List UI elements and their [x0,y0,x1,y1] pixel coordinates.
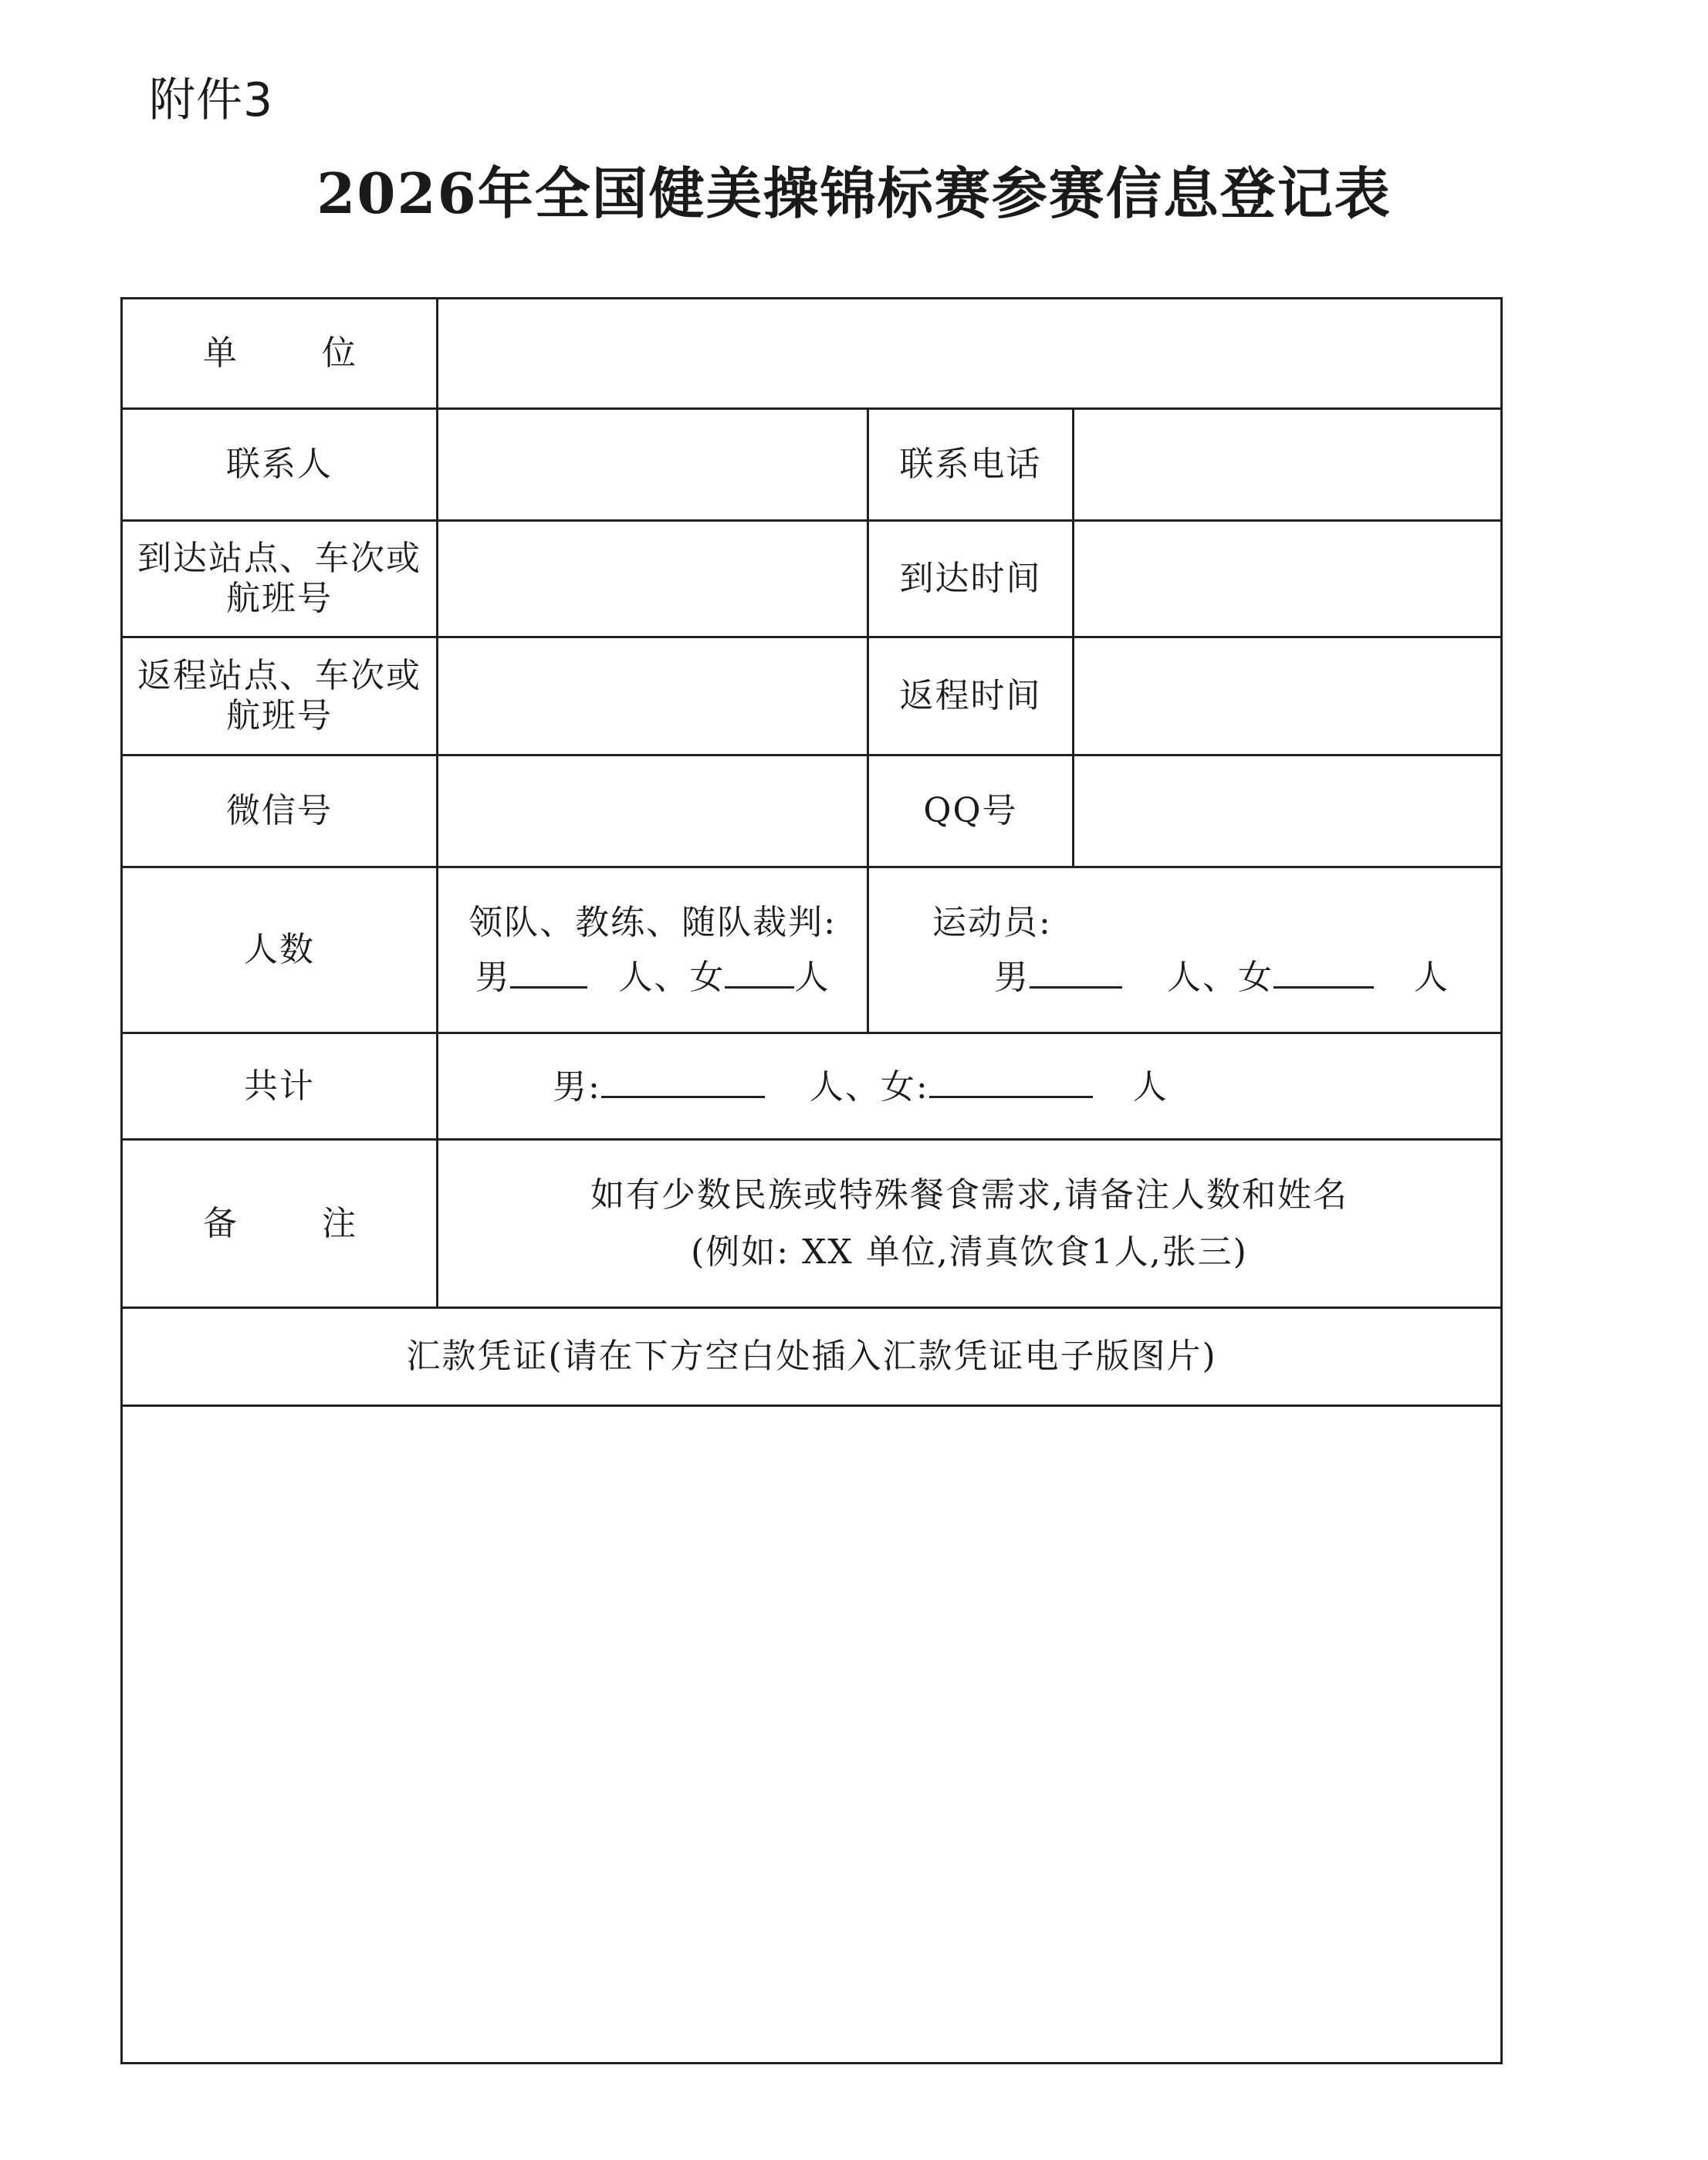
remittance-image-area[interactable] [123,1407,1500,2062]
unit-field[interactable] [438,299,1500,407]
staff-female-blank[interactable] [725,955,794,989]
wechat-field[interactable] [438,756,867,866]
arrival-time-label: 到达时间 [899,559,1042,599]
staff-male-label: 男 [475,957,511,997]
total-person-label: 人 [1132,1067,1169,1107]
contact-field[interactable] [438,410,867,519]
athlete-female-label: 人、女 [1167,957,1273,997]
qq-label: QQ号 [923,791,1018,831]
arrival-time-field[interactable] [1074,522,1500,636]
staff-male-blank[interactable] [510,955,587,989]
arrival-station-label-line1: 到达站点、车次或 [137,539,421,579]
athlete-male-label: 男 [994,957,1030,997]
total-count-cell [438,1034,1500,1138]
qq-field[interactable] [1074,756,1500,866]
total-female-label: 人、女: [809,1067,929,1107]
attachment-label: 附件3 [149,73,274,127]
athlete-count-line [932,955,1449,998]
total-count-line [553,1065,1169,1107]
staff-count-cell [438,868,867,1032]
unit-label-text: 单 位 [203,333,393,374]
return-time-field[interactable] [1074,638,1500,754]
phone-field[interactable] [1074,410,1500,519]
total-male-blank[interactable] [601,1065,765,1098]
arrival-station-field[interactable] [438,522,867,636]
registration-form [120,297,1503,2064]
remark-label-text: 备 注 [203,1203,393,1243]
remark-field[interactable] [438,1141,1500,1306]
total-male-label: 男: [553,1067,601,1107]
page-title: 2026年全国健美操锦标赛参赛信息登记表 [316,161,1392,226]
athlete-count-cell [869,868,1500,1032]
return-station-label-line1: 返程站点、车次或 [137,656,421,696]
athlete-female-blank[interactable] [1273,955,1374,989]
athlete-person-label: 人 [1414,957,1449,997]
phone-label: 联系电话 [899,445,1042,485]
remark-label [123,1141,436,1306]
staff-label: 领队、教练、随队裁判: [468,902,837,942]
total-female-blank[interactable] [929,1065,1093,1098]
arrival-station-label-line2: 航班号 [226,579,333,618]
contact-label: 联系人 [226,445,333,485]
arrival-station-label [123,522,436,636]
return-time-label: 返程时间 [899,676,1042,716]
unit-label [123,299,436,407]
return-station-label [123,638,436,754]
return-station-label-line2: 航班号 [226,696,333,735]
athlete-label: 运动员: [932,902,1052,942]
remittance-label: 汇款凭证(请在下方空白处插入汇款凭证电子版图片) [406,1337,1217,1377]
remark-hint-line2: (例如: XX 单位,清真饮食1人,张三) [691,1232,1248,1272]
staff-person-label: 人 [794,957,830,997]
staff-count-line [475,955,830,998]
athlete-male-blank[interactable] [1030,955,1122,989]
remark-hint-line1: 如有少数民族或特殊餐食需求,请备注人数和姓名 [590,1175,1348,1215]
total-label: 共计 [244,1066,315,1106]
return-station-field[interactable] [438,638,867,754]
wechat-label: 微信号 [226,791,333,831]
count-label: 人数 [244,930,315,970]
staff-female-label: 人、女 [618,957,725,997]
